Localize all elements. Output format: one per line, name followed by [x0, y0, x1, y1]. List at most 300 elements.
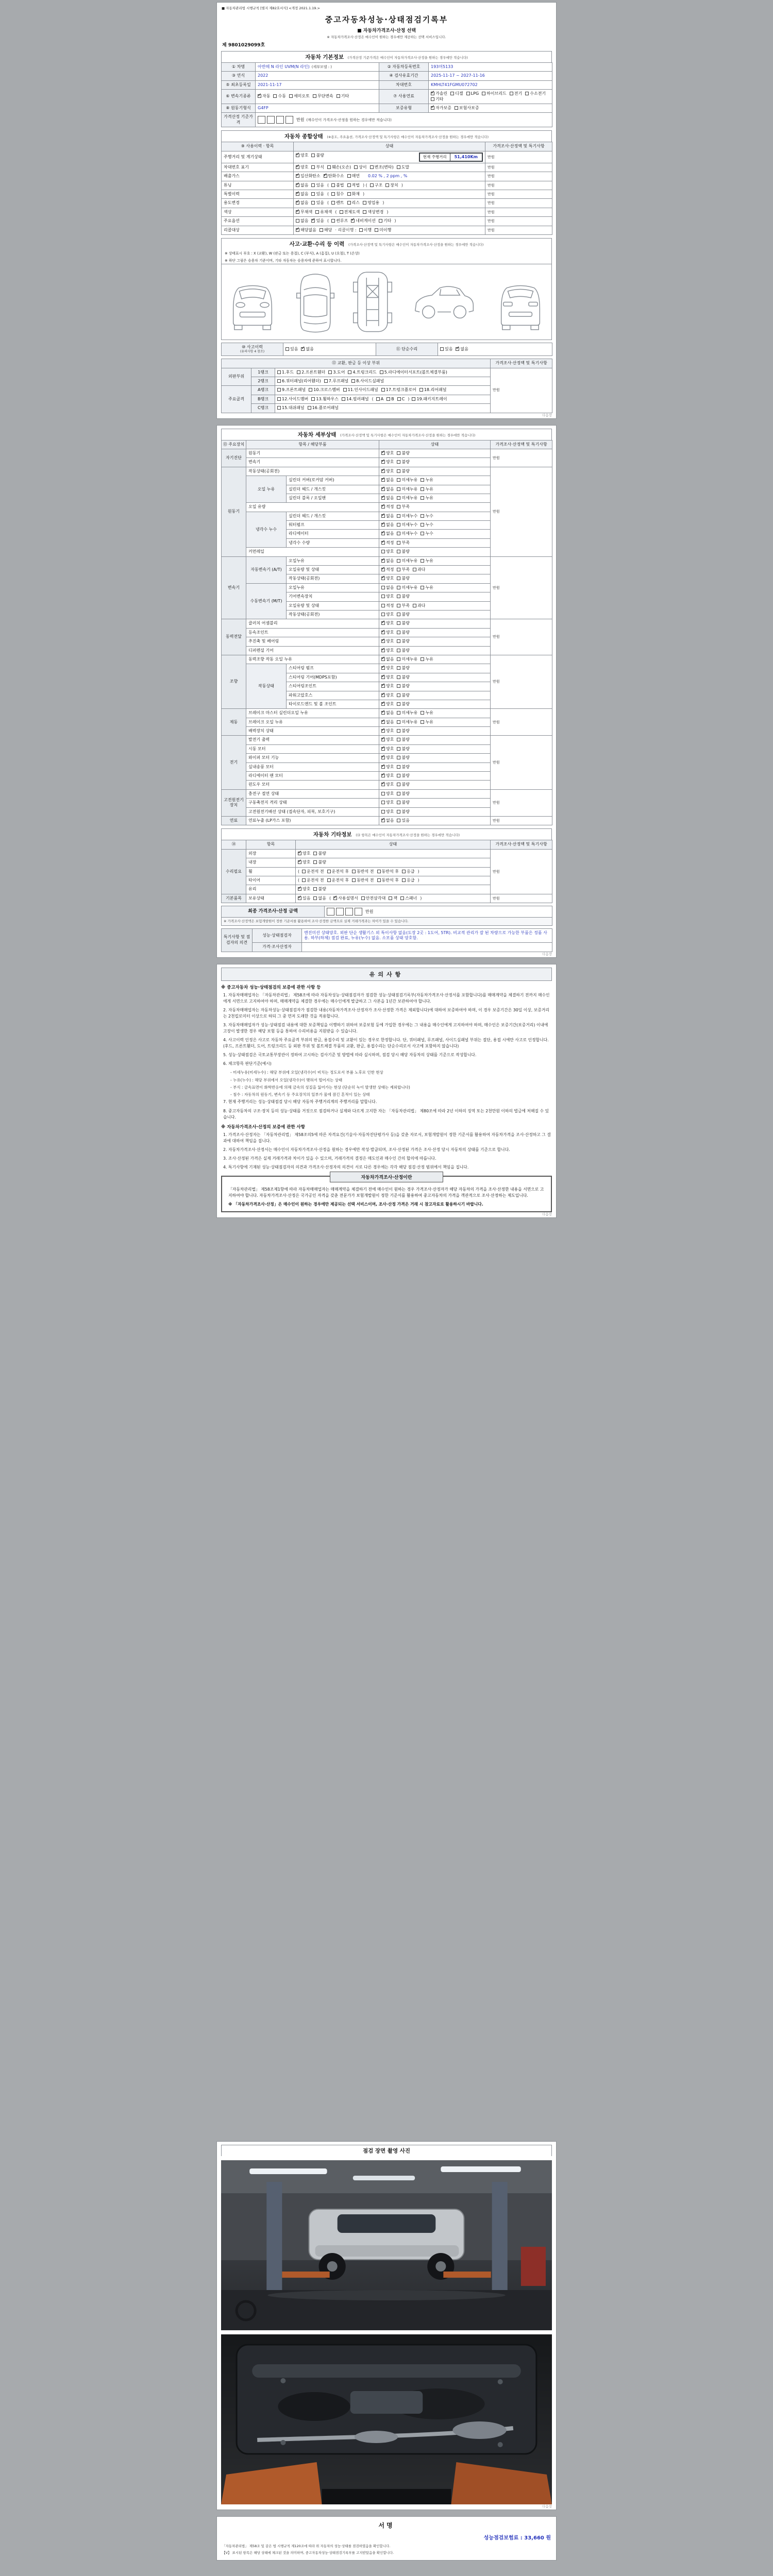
checkbox-label: 양호 [386, 809, 394, 814]
value-cell [379, 574, 491, 583]
checkbox-icon [302, 878, 306, 882]
checkbox-option [381, 818, 394, 823]
cell-text: ⑫ 교환, 판금 등 이상 부위 [332, 361, 380, 366]
checkbox-icon [397, 711, 400, 715]
checkbox-checked-icon [381, 819, 385, 822]
checkbox-checked-icon [381, 738, 385, 741]
value-cell [246, 762, 379, 771]
checkbox-label: 상이 [359, 164, 367, 170]
checkbox-label: 불량 [401, 773, 410, 778]
checkbox-icon [397, 496, 400, 500]
value-cell [287, 556, 379, 565]
checkbox-option [327, 878, 349, 883]
cell-text: 연료 [229, 818, 238, 823]
checkbox-option [277, 387, 306, 393]
final-price-table [221, 906, 552, 925]
checkbox-option [385, 183, 398, 188]
checkbox-checked-icon [381, 505, 385, 509]
value-cell [246, 781, 379, 789]
value-cell [246, 503, 379, 512]
checkbox-label: 없음 [300, 200, 309, 206]
label-cell [246, 476, 287, 503]
cell-text: 튜닝 [224, 182, 232, 188]
document-number: 제 9801029099호 [222, 43, 265, 48]
checkbox-icon [381, 586, 385, 589]
value-cell [429, 90, 552, 104]
checkbox-label: 불량 [401, 674, 410, 680]
price-unit: 만원 [488, 210, 495, 214]
cell-text: 시동 모터 [248, 746, 266, 751]
value-cell [287, 691, 379, 700]
checkbox-label: 미세누유 [401, 656, 418, 662]
value-cell [222, 151, 294, 163]
value-cell [275, 377, 491, 386]
checkbox-icon [381, 388, 385, 392]
price-unit: 만원 [493, 818, 500, 823]
checkbox-label: 이행 [363, 227, 372, 232]
table-row [222, 199, 552, 208]
checkbox-checked-icon [381, 523, 385, 527]
checkbox-option [397, 558, 417, 564]
checkbox-option [342, 397, 369, 402]
checkbox-option [381, 782, 394, 787]
field-value: 2021-11-17 [258, 82, 282, 87]
cell-text: (매수인이 가격조사·산정을 원하는 경우에만 적습니다) [306, 118, 392, 123]
checkbox-option [363, 210, 383, 215]
amount-digit-box [267, 116, 275, 124]
table-row [222, 208, 552, 216]
checkbox-label: 8.사이드실패널 [356, 379, 384, 383]
checkbox-label: 불량 [401, 809, 410, 814]
value-cell [379, 566, 491, 574]
checkbox-option [359, 228, 372, 233]
checkbox-label: 불량 [401, 549, 410, 554]
checkbox-option [351, 379, 384, 384]
checkbox-option [331, 200, 344, 206]
checkbox-label: 양호 [386, 782, 394, 787]
cell-text: 오일 누유 [257, 486, 275, 492]
value-cell [379, 816, 491, 825]
value-cell [379, 521, 491, 530]
price-survey-select-note: ※ 자동차가격조사·산정은 매수인이 원하는 경우에만 제공하는 선택 서비스입니다. [327, 35, 446, 39]
checkbox-label: 세미오토 [293, 94, 310, 99]
checkbox-label: 구조 [374, 182, 383, 188]
value-cell [485, 217, 552, 226]
cell-text: A랭크 [258, 387, 268, 393]
section-comp-note: (※용도, 주요옵션, 가격조사·산정액 및 특기사항은 매수인이 자동차가격조사·산정을 원하는 경우에만 적습니다) [327, 135, 489, 140]
table-row [222, 928, 552, 943]
value-cell [287, 664, 379, 673]
checkbox-checked-icon [381, 532, 385, 535]
checkbox-icon [397, 621, 400, 625]
checkbox-option [381, 612, 394, 617]
checkbox-label: 불량 [401, 746, 410, 751]
checkbox-label: 색상변경 [367, 209, 384, 214]
table-row [222, 906, 552, 918]
price-unit: 만원 [488, 192, 495, 197]
next-page-marker: 다음장 [542, 413, 552, 417]
checkbox-option [313, 860, 326, 865]
label-cell [294, 142, 485, 151]
checkbox-label: 없음 [300, 218, 309, 224]
checkbox-checked-icon [381, 621, 385, 625]
field-value: 엔진미션 상태양호. 외판 단순 생활기스 외 특이사항 없음(도장 2곳 : 1도어, 5TR). 비교적 관리가 잘 된 차량으로 가능한 부품은 정품 사용. 하부(하체) 점검 완료, 누유(누수) 없음. 소모품 상태 양호함. [304, 930, 547, 940]
checkbox-label: 미세누수 [401, 513, 418, 518]
checkbox-label: 없음 [386, 522, 394, 528]
form-reference: ■ 자동차관리법 시행규칙 [별지 제82호서식] <개정 2021.1.19.> [222, 6, 320, 10]
field-value: 2022 [258, 73, 268, 78]
cell-text: B랭크 [258, 396, 268, 401]
label-cell [222, 655, 246, 708]
label-cell [222, 556, 246, 619]
checkbox-icon [381, 604, 385, 607]
label-cell [222, 928, 253, 952]
checkbox-icon [381, 613, 385, 616]
table-row [222, 151, 552, 163]
cell-text: 주행거리 및 계기상태 [224, 154, 262, 159]
checkbox-checked-icon [296, 228, 299, 232]
checkbox-icon [340, 210, 343, 214]
checkbox-icon [397, 783, 400, 786]
checkbox-label: 없음 [306, 346, 314, 351]
inline-text: ) [386, 209, 389, 214]
notice-subitem: - 누유(누수) : 해당 부위에서 오일(냉각수)이 맺혀서 떨어지는 상태 [230, 1077, 343, 1082]
checkbox-icon [397, 684, 400, 688]
checkbox-option [381, 710, 394, 716]
checkbox-label: 불량 [318, 860, 326, 865]
checkbox-label: 미세누유 [401, 495, 418, 500]
form-table [221, 906, 552, 925]
checkbox-option [440, 347, 452, 352]
value-cell [491, 736, 552, 789]
checkbox-label: 없음 [300, 182, 309, 188]
checkbox-option [302, 878, 324, 883]
label-cell [222, 894, 246, 903]
checkbox-checked-icon [296, 174, 299, 178]
checkbox-option [331, 192, 344, 197]
checkbox-label: 양호 [386, 666, 394, 671]
checkbox-icon [313, 860, 317, 864]
checkbox-icon [277, 397, 281, 401]
checkbox-option [466, 91, 479, 96]
value-cell [222, 208, 294, 216]
cell-text: 타이로드엔드 및 볼 조인트 [289, 701, 337, 706]
checkbox-checked-icon [296, 210, 299, 214]
checkbox-option [285, 347, 298, 352]
table-row [222, 449, 552, 457]
checkbox-icon [327, 878, 331, 882]
checkbox-label: 없음 [386, 478, 394, 483]
checkbox-icon [397, 720, 400, 724]
checkbox-option [397, 791, 409, 796]
next-page-marker: 다음장 [542, 952, 552, 956]
checkbox-option [331, 183, 344, 188]
checkbox-icon [421, 514, 424, 518]
amount-digit-box [276, 116, 284, 124]
amount-digit-box [327, 908, 334, 916]
checkbox-icon [397, 469, 400, 473]
checkbox-label: 기타 [435, 96, 444, 101]
detail-state-table [221, 440, 552, 826]
checkbox-icon [510, 92, 513, 95]
value-cell [379, 700, 491, 708]
value-cell [246, 867, 296, 876]
value-cell [294, 217, 485, 226]
checkbox-option [381, 576, 394, 581]
value-cell [379, 691, 491, 700]
checkbox-option [309, 387, 340, 393]
checkbox-option [397, 594, 409, 599]
value-cell [287, 583, 379, 592]
inline-text: ) [401, 182, 403, 188]
label-cell [222, 906, 325, 918]
inline-text: ( [335, 209, 337, 214]
inline-text: ) [363, 192, 365, 197]
checkbox-checked-icon [431, 106, 434, 110]
cell-text: 상태 [385, 144, 394, 149]
value-cell [246, 772, 379, 781]
other-info-table [221, 840, 552, 903]
checkbox-option [381, 460, 394, 465]
checkbox-option [431, 97, 443, 102]
checkbox-label: 없음 [300, 192, 309, 197]
cell-text: 원동기 [248, 450, 261, 455]
value-cell [246, 646, 379, 655]
checkbox-icon [377, 878, 381, 882]
inline-text: ) [394, 218, 396, 224]
cell-text: 상태 [389, 842, 397, 847]
checkbox-label: 불법 [336, 182, 344, 188]
checkbox-option [351, 218, 376, 224]
checkbox-option [381, 558, 394, 564]
table-row [222, 709, 552, 718]
checkbox-icon [455, 106, 458, 110]
checkbox-label: 썬루프 [336, 218, 348, 224]
checkbox-label: 하이브리드 [486, 91, 507, 96]
value-cell [246, 628, 379, 637]
checkbox-icon [309, 388, 312, 392]
value-cell [294, 172, 485, 181]
car-top-diagram [296, 269, 335, 335]
table-row [222, 849, 552, 858]
checkbox-label: 양호 [386, 594, 394, 599]
checkbox-checked-icon [381, 693, 385, 697]
value-cell [379, 754, 491, 762]
checkbox-label: 있음 [316, 182, 324, 188]
checkbox-icon [337, 94, 340, 98]
checkbox-icon [397, 774, 400, 777]
checkbox-option [298, 896, 310, 901]
value-cell [491, 789, 552, 816]
checkbox-label: 있음 [303, 895, 311, 901]
checkbox-icon [381, 810, 385, 814]
checkbox-label: 수소전기 [530, 91, 546, 96]
checkbox-option [333, 896, 358, 901]
checkbox-label: 미세누유 [401, 558, 418, 563]
checkbox-icon [313, 896, 317, 900]
checkbox-checked-icon [333, 896, 337, 900]
checkbox-icon [397, 559, 400, 563]
cell-text: 파워고압호스 [289, 692, 313, 698]
value-cell [379, 467, 491, 476]
checkbox-icon [397, 702, 400, 706]
label-cell [379, 63, 429, 72]
checkbox-option [397, 710, 417, 716]
checkbox-option [298, 887, 310, 892]
section-basic-note: (가격산정 기준가격은 매수인이 자동차가격조사·산정을 원하는 경우에만 적습니다) [347, 56, 468, 60]
checkbox-icon [421, 496, 424, 500]
cell-text: 브레이크 마스터 실린더오일 누유 [248, 710, 308, 716]
checkbox-option [296, 210, 312, 215]
checkbox-option [311, 218, 324, 224]
checkbox-option [313, 887, 326, 892]
label-cell [379, 90, 429, 104]
checkbox-label: 양호 [386, 468, 394, 473]
checkbox-icon [397, 765, 400, 769]
checkbox-option [397, 451, 409, 456]
inline-text: ( [327, 218, 329, 224]
checkbox-label: 미세누유 [401, 585, 418, 590]
checkbox-option [315, 210, 332, 215]
checkbox-label: 동반석 전 [357, 877, 374, 883]
checkbox-option [456, 347, 468, 352]
checkbox-icon [277, 388, 281, 392]
checkbox-label: 적정 [386, 504, 394, 510]
table-row [222, 789, 552, 798]
value-cell [246, 727, 379, 736]
checkbox-option [381, 621, 394, 626]
checkbox-label: 운전석 후 [331, 877, 349, 883]
checkbox-label: 누유 [425, 656, 433, 662]
checkbox-icon [397, 649, 400, 652]
cell-text: 오일누유 [289, 558, 305, 563]
label-cell [222, 840, 246, 849]
notice-title: 유의사항 [221, 968, 552, 981]
checkbox-option [348, 370, 376, 375]
checkbox-option [525, 91, 546, 96]
value-cell [491, 894, 552, 903]
checkbox-option [277, 397, 308, 402]
checkbox-label: 양호 [386, 800, 394, 805]
checkbox-option [381, 728, 394, 734]
checkbox-label: 15.대쉬패널 [282, 405, 305, 411]
inline-text: ) [382, 200, 384, 206]
checkbox-icon [347, 174, 351, 178]
checkbox-label: 2.프론트휀더 [301, 369, 326, 375]
checkbox-option [381, 478, 394, 483]
checkbox-checked-icon [381, 541, 385, 545]
checkbox-label: 양호 [386, 630, 394, 635]
checkbox-icon [370, 183, 374, 187]
cell-text: 가격조사·산정액 및 특기사항 [493, 144, 545, 149]
checkbox-icon [361, 896, 365, 900]
checkbox-checked-icon [431, 92, 434, 95]
car-side-diagram [411, 269, 478, 335]
checkbox-checked-icon [296, 154, 299, 157]
table-row [222, 163, 552, 172]
label-cell [222, 142, 294, 151]
cell-text: 추진축 및 베어링 [248, 639, 279, 644]
checkbox-icon [343, 388, 347, 392]
field-value: 2025-11-17 ~ 2027-11-16 [431, 73, 485, 78]
field-value: 0.02 % , 2 ppm , % [368, 174, 408, 179]
checkbox-option [381, 675, 394, 680]
checkbox-option [413, 567, 425, 572]
insurance-fee-value: 33,660 원 [524, 2535, 551, 2541]
label-cell [222, 849, 246, 894]
checkbox-label: 불량 [401, 621, 410, 626]
table-row [222, 440, 552, 449]
legal-confirmation-line-2: 【Ⅴ】 표시된 항목은 해당 상태에 체크된 것을 의미하며, 중고자동차성능·상태점검기록부를 고지받았음을 확인합니다. [222, 2551, 394, 2555]
cell-text: 배력장치 상태 [248, 728, 274, 734]
value-cell [246, 548, 379, 556]
checkbox-label: 양호 [386, 701, 394, 706]
checkbox-label: 침수 [336, 192, 344, 197]
checkbox-label: 불량 [401, 639, 410, 644]
checkbox-icon [397, 487, 400, 491]
table-row [222, 359, 552, 368]
checkbox-option [397, 737, 409, 742]
checkbox-icon [397, 577, 400, 580]
label-cell [251, 395, 275, 403]
cell-text: 2랭크 [258, 379, 268, 383]
checkbox-option [381, 791, 394, 796]
table-row [222, 894, 552, 903]
section-comp-title: 자동차 종합상태 [284, 133, 323, 140]
price-unit: 만원 [488, 219, 495, 224]
section-basic-title: 자동차 기본정보 [305, 54, 344, 60]
cell-text: 워터펌프 [289, 522, 305, 528]
checkbox-option [397, 540, 409, 546]
value-cell [287, 601, 379, 610]
checkbox-label: 부족 [401, 504, 410, 510]
car-underbody-diagram [353, 269, 392, 335]
inline-text: ( [327, 182, 329, 188]
value-cell [256, 80, 379, 89]
checkbox-checked-icon [381, 711, 385, 715]
cell-text: 윈도우 모터 [248, 782, 270, 787]
value-cell [246, 807, 379, 816]
checkbox-icon [466, 92, 470, 95]
checkbox-option [296, 200, 308, 206]
field-value: 193머5133 [431, 64, 453, 69]
section-photos-title: 점검 장면 촬영 사진 [362, 2148, 411, 2155]
checkbox-icon [311, 183, 315, 187]
value-cell [485, 226, 552, 234]
checkbox-option [313, 94, 333, 99]
checkbox-label: 해당 [324, 227, 332, 232]
checkbox-option [397, 800, 409, 805]
state-code-legend: ※ 상태표시 부호 : X (교환), W (판금 또는 용접), C (부식), A (흠집), U (요철), T (손상) [221, 249, 552, 257]
checkbox-option [455, 106, 479, 111]
checkbox-icon [397, 801, 400, 804]
label-cell [222, 789, 246, 816]
checkbox-label: 보험사보증 [459, 105, 479, 110]
checkbox-icon [331, 183, 335, 187]
value-cell [222, 181, 294, 190]
checkbox-label: 불량 [401, 755, 410, 760]
cell-text: 작동상태(공회전) [289, 612, 320, 617]
checkbox-option [397, 522, 417, 528]
checkbox-icon [347, 183, 351, 187]
checkbox-option [397, 514, 417, 519]
odometer-box [419, 152, 483, 162]
checkbox-icon [413, 568, 416, 571]
checkbox-label: 적법 [351, 182, 360, 188]
checkbox-label: 불량 [401, 764, 410, 769]
price-unit: 만원 [493, 720, 500, 724]
checkbox-icon [397, 532, 400, 535]
